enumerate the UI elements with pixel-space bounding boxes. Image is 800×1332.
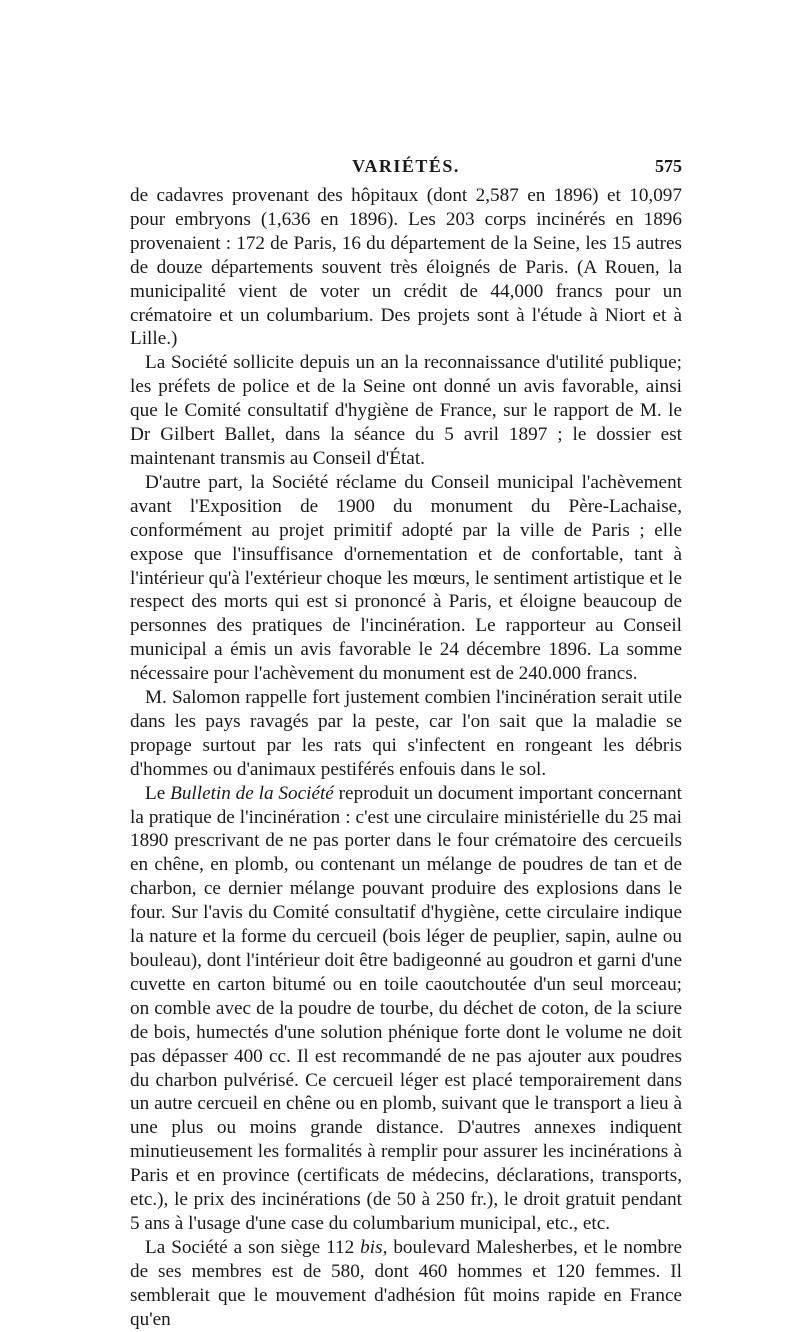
paragraph-2 xyxy=(130,351,682,471)
running-header xyxy=(130,156,682,182)
paragraph-5 xyxy=(130,782,682,1236)
paragraph-text: reproduit un document important concernant la pratique de l'incinération : c'est une circulaire ministérielle du 25 mai 1890 prescrivant de ne pas porter dans le four crématoire des cercueils en chêne, en plomb, ou contenant un mélange de poudres de tan et de charbon, ce dernier mélange pouvant produire des explosions dans le four. Sur l'avis du Comité consultatif d'hygiène, cette circulaire indique la nature et la forme du cercueil (bois léger de peuplier, sapin, aulne ou bouleau), dont l'intérieur doit être badigeonné au goudron et garni d'une cuvette en carton bitumé ou en toile caoutchoutée d'un seul morceau; on comble avec de la poudre de tourbe, du déchet de coton, de la sciure de bois, humectés d'une solution phénique forte dont le volume ne doit pas dépasser 400 cc. Il est recommandé de ne pas ajouter aux poudres du charbon pulvérisé. Ce cercueil léger est placé temporairement dans un autre cercueil en chêne ou en plomb, suivant que le transport a lieu à une plus ou moins grande distance. D'autres annexes indiquent minutieusement les formalités à remplir pour assurer les incinérations à Paris et en province (certificats de médecins, déclarations, transports, etc.), le prix des incinérations (de 50 à 250 fr.), le droit gratuit pendant 5 ans à l'usage d'une case du columbarium municipal, etc., etc. xyxy=(130,782,682,1234)
page-number: 575 xyxy=(655,156,682,176)
italic-word: bis xyxy=(360,1236,383,1258)
paragraph-text: M. Salomon rappelle fort justement combien l'incinération serait utile dans les pays ravagés par la peste, car l'on sait que la maladie se propage surtout par les rats qui s'infectent en rongeant les débris d'hommes ou d'animaux pestiférés enfouis dans le sol. xyxy=(130,687,682,780)
italic-title: Bulletin de la Société xyxy=(170,782,334,804)
paragraph-3 xyxy=(130,471,682,686)
paragraph-text: D'autre part, la Société réclame du Conseil municipal l'achèvement avant l'Exposition de 1900 du monument du Père-Lachaise, conformément au projet primitif adopté par la ville de Paris ; elle expose que l'insuffisance d'ornementation et de confortable, tant à l'intérieur qu'à l'extérieur choque les mœurs, le sentiment artistique et le respect des morts qui est si prononcé à Paris, et éloigne beaucoup de personnes des pratiques de l'incinération. Le rapporteur au Conseil municipal a émis un avis favorable le 24 décembre 1896. La somme nécessaire pour l'achèvement du monument est de 240.000 francs. xyxy=(130,471,682,685)
paragraph-1 xyxy=(130,184,682,351)
paragraph-text: de cadavres provenant des hôpitaux (dont 2,587 en 1896) et 10,097 pour embryons (1,636 en 1896). Les 203 corps incinérés en 1896 provenaient : 172 de Paris, 16 du département de la Seine, les 15 autres de douze départements souvent très éloignés de Paris. (A Rouen, la municipalité vient de voter un crédit de 44,000 francs pour un crématoire et un columbarium. Des projets sont à l'étude à Niort et à Lille.) xyxy=(130,185,682,350)
paragraph-text: La Société sollicite depuis un an la reconnaissance d'utilité publique; les préfets de police et de la Seine ont donné un avis favorable, ainsi que le Comité consultatif d'hygiène de France, sur le rapport de M. le Dr Gilbert Ballet, dans la séance du 5 avril 1897 ; le dossier est maintenant transmis au Conseil d'État. xyxy=(130,352,682,469)
paragraph-text: Le xyxy=(145,782,171,804)
paragraph-4 xyxy=(130,686,682,782)
paragraph-6 xyxy=(130,1236,682,1332)
running-title: VARIÉTÉS. xyxy=(352,156,460,176)
paragraph-text: La Société a son siège 112 xyxy=(145,1236,361,1258)
paragraph-text: , boulevard Malesherbes, et le nombre de ses membres est de 580, dont 460 hommes et 120 femmes. Il semblerait que le mouvement d'adhésion fût moins rapide en France qu'en xyxy=(130,1236,682,1330)
body-text xyxy=(130,184,682,1332)
